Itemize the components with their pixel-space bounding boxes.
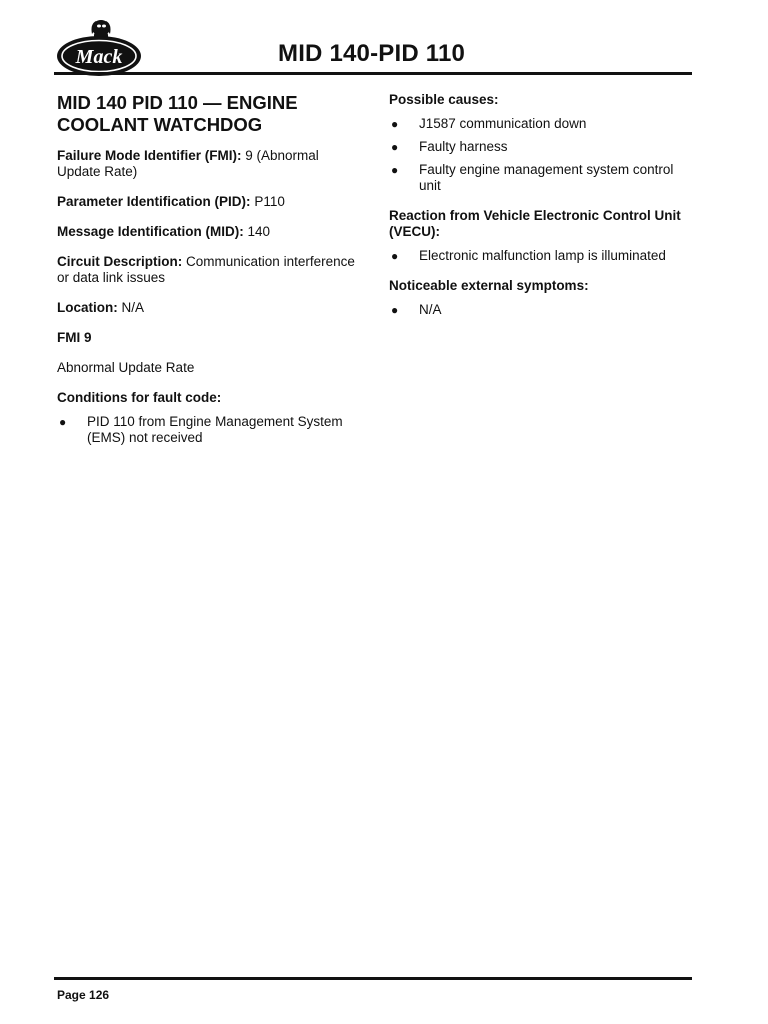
bullet-icon: ● [59,415,67,429]
cause-text: Faulty harness [419,139,508,154]
mid-value: 140 [247,224,271,239]
fmi-value: 9 (Abnormal Update Rate) [57,148,319,179]
page-header-title: MID 140-PID 110 [278,40,466,67]
fmi-label: Failure Mode Identifier (FMI): [57,148,242,163]
mid-label: Message Identification (MID): [57,224,244,239]
symptom-text: N/A [419,302,442,317]
document-title-line1: MID 140 PID 110 — ENGINE [57,92,298,113]
symptoms-list [389,302,694,318]
fmi-heading: FMI 9 [57,330,92,345]
bullet-icon: ● [391,303,399,317]
bullet-icon: ● [391,163,399,177]
right-column [389,92,694,332]
mack-logo [54,14,144,80]
conditions-heading: Conditions for fault code: [57,390,222,405]
conditions-list [57,414,357,446]
list-item [389,162,694,194]
reaction-text: Electronic malfunction lamp is illuminated [419,248,666,263]
condition-text: PID 110 from Engine Management System (EMS) not received [87,414,343,445]
document-title [57,92,357,136]
list-item [389,302,694,318]
location-label: Location: [57,300,118,315]
location-line [57,300,357,316]
list-item [57,414,357,446]
fmi-line [57,148,357,180]
circuit-line [57,254,357,286]
page-number: Page 126 [57,988,110,1002]
document-title-line2: COOLANT WATCHDOG [57,114,263,135]
pid-label: Parameter Identification (PID): [57,194,251,209]
bullet-icon: ● [391,117,399,131]
symptoms-heading: Noticeable external symptoms: [389,278,589,293]
footer-rule [54,977,692,980]
bullet-icon: ● [391,249,399,263]
cause-text: J1587 communication down [419,116,587,131]
fmi-description: Abnormal Update Rate [57,360,195,375]
pid-value: P110 [254,194,285,209]
causes-list [389,116,694,194]
list-item [389,248,694,264]
cause-text: Faulty engine management system control unit [419,162,674,193]
list-item [389,139,694,155]
bullet-icon: ● [391,140,399,154]
reaction-heading: Reaction from Vehicle Electronic Control Unit (VECU): [389,208,681,239]
header-rule [54,72,692,75]
location-value: N/A [121,300,145,315]
circuit-value: Communication interference or data link issues [57,254,355,285]
list-item [389,116,694,132]
left-column [57,92,357,460]
logo-wordmark: Mack [75,46,123,68]
mid-line [57,224,357,240]
pid-line [57,194,357,210]
circuit-label: Circuit Description: [57,254,183,269]
reaction-list [389,248,694,264]
causes-heading: Possible causes: [389,92,499,107]
